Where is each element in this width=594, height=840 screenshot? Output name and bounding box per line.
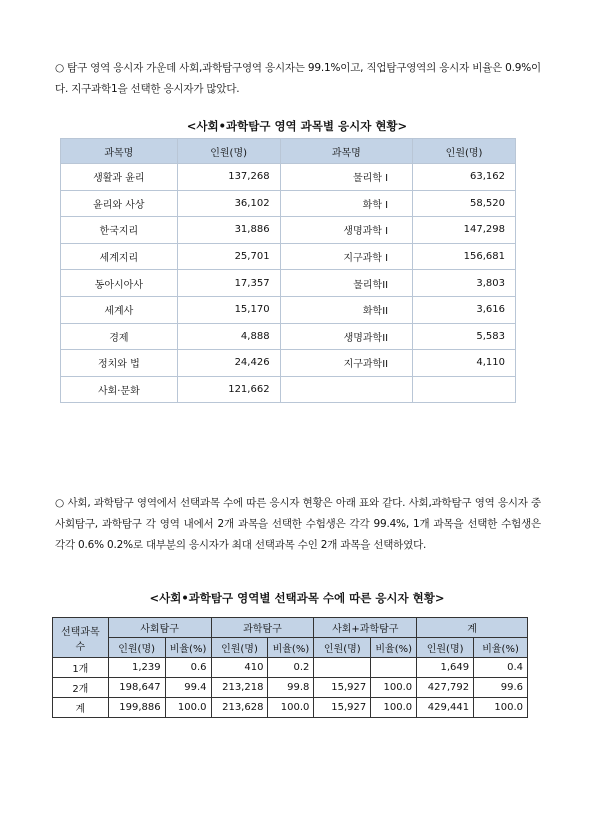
science-subject-count (413, 376, 516, 403)
social-subject-name: 생활과 윤리 (61, 164, 178, 191)
social-subject-name: 윤리와 사상 (61, 190, 178, 217)
science-ratio: 0.2 (268, 658, 314, 678)
science-subject-name: 지구과학II (280, 350, 413, 377)
table-row (61, 243, 516, 270)
social-subject-count: 24,426 (177, 350, 280, 377)
social-subject-name: 경제 (61, 323, 178, 350)
social-ratio: 100.0 (165, 698, 211, 718)
science-subject-name: 지구과학 I (280, 243, 413, 270)
combined-ratio: 100.0 (371, 698, 417, 718)
science-subject-name: 생명과학II (280, 323, 413, 350)
table2-group-header-row (53, 618, 528, 638)
total-count: 427,792 (417, 678, 474, 698)
table2-group-social: 사회탐구 (108, 618, 211, 638)
science-subject-count: 156,681 (413, 243, 516, 270)
table2-subheader-ratio: 비율(%) (371, 638, 417, 658)
table1-caption: <사회•과학탐구 영역 과목별 응시자 현황> (186, 119, 408, 133)
total-ratio: 0.4 (474, 658, 528, 678)
social-ratio: 99.4 (165, 678, 211, 698)
social-count: 199,886 (108, 698, 165, 718)
table2-group-total: 계 (417, 618, 528, 638)
combined-count (314, 658, 371, 678)
total-ratio: 99.6 (474, 678, 528, 698)
table-row (61, 376, 516, 403)
science-subject-count: 147,298 (413, 217, 516, 244)
science-ratio: 100.0 (268, 698, 314, 718)
social-subject-name: 한국지리 (61, 217, 178, 244)
table2-subheader-ratio: 비율(%) (268, 638, 314, 658)
total-count: 1,649 (417, 658, 474, 678)
science-subject-name: 생명과학 I (280, 217, 413, 244)
social-subject-count: 121,662 (177, 376, 280, 403)
table-row (61, 270, 516, 297)
science-subject-name: 물리학 I (280, 164, 413, 191)
table2-caption: <사회•과학탐구 영역별 선택과목 수에 따른 응시자 현황> (149, 591, 445, 605)
second-paragraph: ○ 사회, 과학탐구 영역에서 선택과목 수에 따른 응시자 현황은 아래 표와 같다. 사회,과학탐구 영역 응시자 중 사회탐구, 과학탐구 각 영역 내에서 2개 과목을 선택한 수험생은 각각 99.4%, 1개 과목을 선택한 수험생은 각각 0.6% 0.2%로 대부분의 응시자가 최대 선택과목 수인 2개 과목을 선택하였다. (55, 497, 541, 551)
table2-subheader-count: 인원(명) (417, 638, 474, 658)
combined-ratio: 100.0 (371, 678, 417, 698)
social-subject-name: 세계사 (61, 296, 178, 323)
science-subject-name (280, 376, 413, 403)
table-row (61, 323, 516, 350)
table1-header-subject-1: 과목명 (61, 139, 178, 164)
social-count: 198,647 (108, 678, 165, 698)
social-subject-name: 동아시아사 (61, 270, 178, 297)
combined-ratio (371, 658, 417, 678)
table-row (61, 190, 516, 217)
table-row (61, 350, 516, 377)
science-subject-count: 58,520 (413, 190, 516, 217)
science-subject-count: 3,616 (413, 296, 516, 323)
table1-header-row (61, 139, 516, 164)
table2-group-science: 과학탐구 (211, 618, 314, 638)
table1-header-count-1: 인원(명) (177, 139, 280, 164)
table-row (61, 296, 516, 323)
social-subject-count: 15,170 (177, 296, 280, 323)
social-ratio: 0.6 (165, 658, 211, 678)
social-subject-count: 25,701 (177, 243, 280, 270)
table-row (53, 678, 528, 698)
table2-group-combined: 사회+과학탐구 (314, 618, 417, 638)
table-row (53, 658, 528, 678)
social-count: 1,239 (108, 658, 165, 678)
science-subject-name: 화학II (280, 296, 413, 323)
selection-count-table (52, 617, 528, 718)
table2-subheader-ratio: 비율(%) (474, 638, 528, 658)
combined-count: 15,927 (314, 678, 371, 698)
social-subject-count: 137,268 (177, 164, 280, 191)
science-ratio: 99.8 (268, 678, 314, 698)
table2-corner-header: 선택과목 수 (53, 618, 109, 658)
table2-subheader-count: 인원(명) (314, 638, 371, 658)
table-row (61, 164, 516, 191)
science-subject-count: 3,803 (413, 270, 516, 297)
row-label: 2개 (53, 678, 109, 698)
table2-subheader-count: 인원(명) (108, 638, 165, 658)
table2-sub-header-row (53, 638, 528, 658)
social-subject-count: 4,888 (177, 323, 280, 350)
combined-count: 15,927 (314, 698, 371, 718)
subject-applicants-table (60, 138, 516, 403)
social-subject-name: 정치와 법 (61, 350, 178, 377)
social-subject-count: 31,886 (177, 217, 280, 244)
science-subject-count: 63,162 (413, 164, 516, 191)
social-subject-count: 36,102 (177, 190, 280, 217)
table2-subheader-ratio: 비율(%) (165, 638, 211, 658)
table2-subheader-count: 인원(명) (211, 638, 268, 658)
row-label: 계 (53, 698, 109, 718)
science-subject-name: 물리학II (280, 270, 413, 297)
science-subject-count: 5,583 (413, 323, 516, 350)
table1-header-subject-2: 과목명 (280, 139, 413, 164)
table1-header-count-2: 인원(명) (413, 139, 516, 164)
science-subject-name: 화학 I (280, 190, 413, 217)
social-subject-name: 사회·문화 (61, 376, 178, 403)
table-row (53, 698, 528, 718)
science-count: 410 (211, 658, 268, 678)
science-subject-count: 4,110 (413, 350, 516, 377)
total-count: 429,441 (417, 698, 474, 718)
table-row (61, 217, 516, 244)
intro-paragraph: ○ 탐구 영역 응시자 가운데 사회,과학탐구영역 응시자는 99.1%이고, 직업탐구영역의 응시자 비율은 0.9%이다. 지구과학1을 선택한 응시자가 많았다. (55, 62, 541, 95)
social-subject-name: 세계지리 (61, 243, 178, 270)
row-label: 1개 (53, 658, 109, 678)
social-subject-count: 17,357 (177, 270, 280, 297)
total-ratio: 100.0 (474, 698, 528, 718)
science-count: 213,218 (211, 678, 268, 698)
science-count: 213,628 (211, 698, 268, 718)
